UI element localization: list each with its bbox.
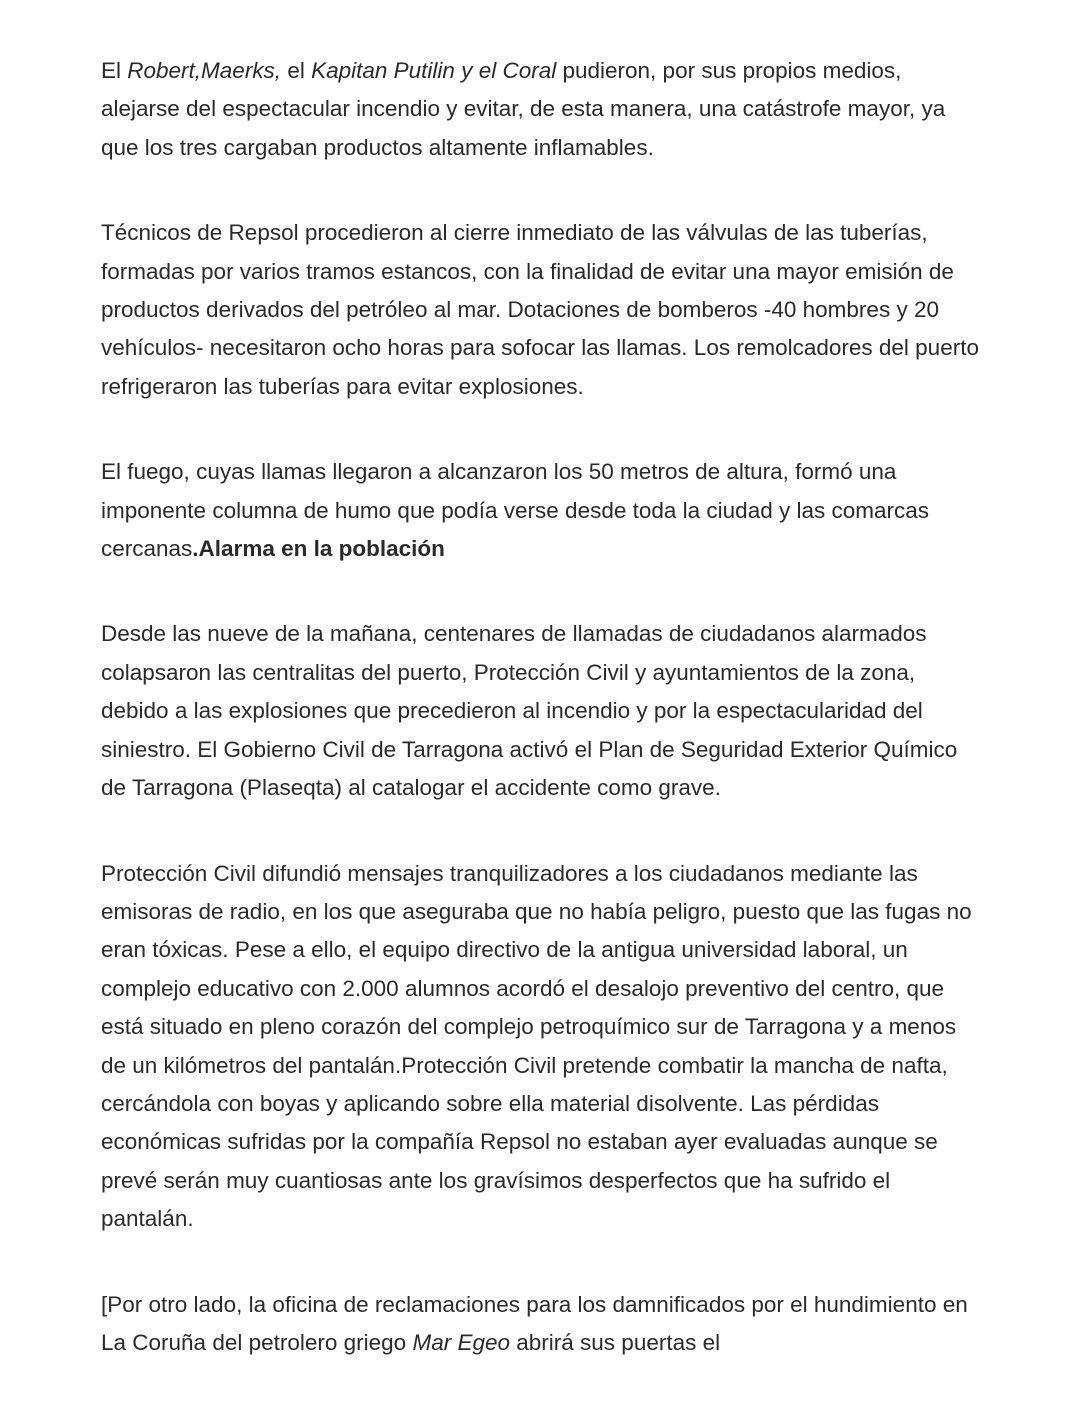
- paragraph-civil-protection: Protección Civil difundió mensajes tranquilizadores a los ciudadanos mediante las emisoras de radio, en los que aseguraba que no había peligro, puesto que las fugas no eran tóxicas. Pese a ello, el equipo directivo de la antigua universidad laboral, un complejo educativo con 2.000 alumnos acordó el desalojo preventivo del centro, que está situado en pleno corazón del complejo petroquímico sur de Tarragona y a menos de un kilómetros del pantalán.Protección Civil pretende combatir la mancha de nafta, cercándola con boyas y aplicando sobre ella material disolvente. Las pérdidas económicas sufridas por la compañía Repsol no estaban ayer evaluadas aunque se prevé serán muy cuantiosas ante los gravísimos desperfectos que ha sufrido el pantalán.: [101, 860, 972, 1232]
- section-subheading: .Alarma en la población: [192, 536, 445, 562]
- paragraph-claims: [101, 1286, 983, 1363]
- paragraph-text: El fuego, cuyas llamas llegaron a alcanzaron los 50 metros de altura, formó una imponente columna de humo que podía verse desde toda la ciudad y las comarcas cercanas: [101, 459, 930, 562]
- ship-names: Kapitan Putilin y el Coral: [311, 58, 557, 83]
- paragraph-ships: [101, 52, 983, 167]
- paragraph-repsol: Técnicos de Repsol procedieron al cierre inmediato de las válvulas de las tuberías, formadas por varios tramos estancos, con la finalidad de evitar una mayor emisión de productos derivados del petróleo al mar. Dotaciones de bomberos -40 hombres y 20 vehículos- necesitaron ocho horas para sofocar las llamas. Los remolcadores del puerto refrigeraron las tuberías para evitar explosiones.: [101, 220, 979, 399]
- paragraph-text: abrirá sus puertas el: [510, 1329, 721, 1355]
- paragraph-text: [Por otro lado, la oficina de reclamaciones para los damnificados por el hundimiento en La Coruña del petrolero griego: [101, 1291, 968, 1355]
- paragraph-fire: [101, 453, 983, 568]
- article-body: [101, 52, 983, 1409]
- paragraph-text: pudieron, por sus propios medios, alejarse del espectacular incendio y evitar, de esta manera, una catástrofe mayor, ya que los tres cargaban productos altamente inflamables.: [101, 58, 946, 160]
- paragraph-alarm: Desde las nueve de la mañana, centenares de llamadas de ciudadanos alarmados colapsaron las centralitas del puerto, Protección Civil y ayuntamientos de la zona, debido a las explosiones que precedieron al incendio y por la espectacularidad del siniestro. El Gobierno Civil de Tarragona activó el Plan de Seguridad Exterior Químico de Tarragona (Plaseqta) al catalogar el accidente como grave.: [101, 621, 958, 801]
- paragraph-text: el: [281, 58, 312, 83]
- ship-names: Robert,Maerks,: [127, 58, 282, 83]
- ship-name: Mar Egeo: [412, 1329, 511, 1355]
- paragraph-text: El: [101, 58, 128, 83]
